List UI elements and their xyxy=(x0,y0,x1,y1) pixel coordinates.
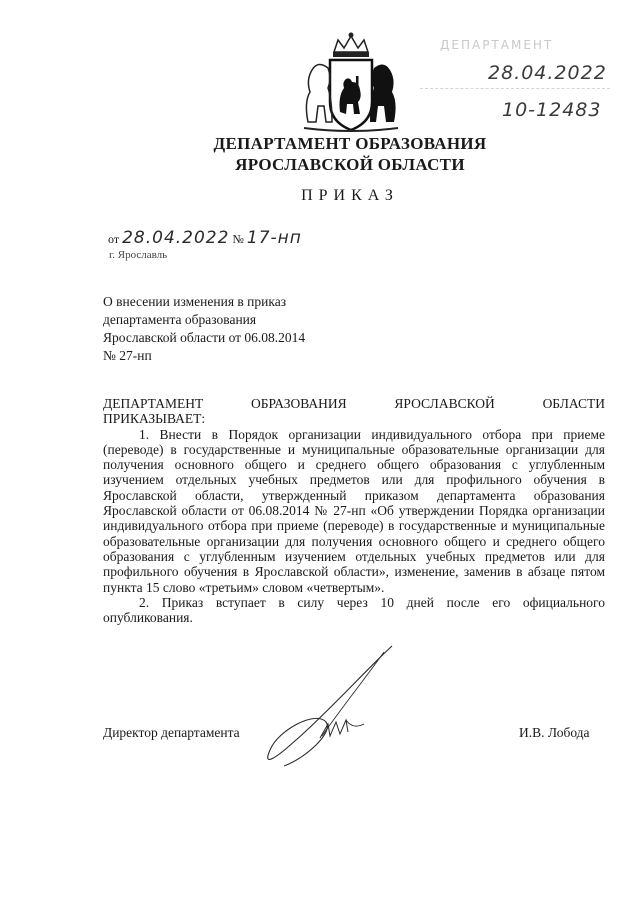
city-label: г. Ярославль xyxy=(109,249,168,261)
signatory-name: И.В. Лобода xyxy=(519,725,590,740)
number-sign: № xyxy=(232,232,244,246)
order-date: 28.04.2022 xyxy=(122,228,230,248)
stamp-number: 10-12483 xyxy=(502,99,602,121)
body-heading-verb: ПРИКАЗЫВАЕТ: xyxy=(103,411,206,427)
subject-line: Ярославской области от 06.08.2014 xyxy=(103,330,306,345)
department-title-line2: ЯРОСЛАВСКОЙ ОБЛАСТИ xyxy=(235,155,465,174)
subject-line: департамента образования xyxy=(103,312,257,327)
heading-word: ЯРОСЛАВСКОЙ xyxy=(394,396,495,411)
stamp-divider xyxy=(420,88,610,89)
order-subject xyxy=(103,293,363,365)
handwritten-signature xyxy=(256,640,396,780)
order-paragraph-2: 2. Приказ вступает в силу через 10 дней после его официального опубликования. xyxy=(103,594,605,626)
coat-of-arms-emblem xyxy=(296,30,406,138)
stamp-faint-text: ДЕПАРТАМЕНТ xyxy=(440,38,554,52)
heading-word: ДЕПАРТАМЕНТ xyxy=(103,396,204,411)
department-title xyxy=(0,133,640,175)
subject-line: О внесении изменения в приказ xyxy=(103,294,287,309)
department-title-line1: ДЕПАРТАМЕНТ ОБРАЗОВАНИЯ xyxy=(213,134,487,153)
date-prefix: от xyxy=(108,232,120,246)
body-heading xyxy=(103,396,605,411)
stamp-date: 28.04.2022 xyxy=(488,62,607,84)
heading-word: ОБЛАСТИ xyxy=(542,396,605,411)
date-number-line xyxy=(108,228,302,248)
subject-line: № 27-нп xyxy=(103,348,152,363)
heading-word: ОБРАЗОВАНИЯ xyxy=(251,396,347,411)
order-number: 17-нп xyxy=(246,228,302,248)
document-type-title: ПРИКАЗ xyxy=(301,187,399,204)
signatory-position: Директор департамента xyxy=(103,725,240,740)
order-paragraph-1: 1. Внести в Порядок организации индивидуального отбора при приеме (переводе) в государственные и муниципальные образовательные организации для получения основного общего и среднего общего образования с углубленным изучением отдельных учебных предметов или для профильного обучения в Ярославской области, утвержденный приказом департамента образования Ярославской области от 06.08.2014 № 27-нп «Об утверждении Порядка организации индивидуального отбора при приеме (переводе) в государственные и муниципальные образовательные организации для получения основного общего и среднего общего образования с углубленным изучением отдельных учебных предметов или для профильного обучения в Ярославской области», изменение, заменив в абзаце пятом пункта 15 слово «третьим» словом «четвертым». xyxy=(103,426,605,595)
order-body xyxy=(103,396,605,625)
